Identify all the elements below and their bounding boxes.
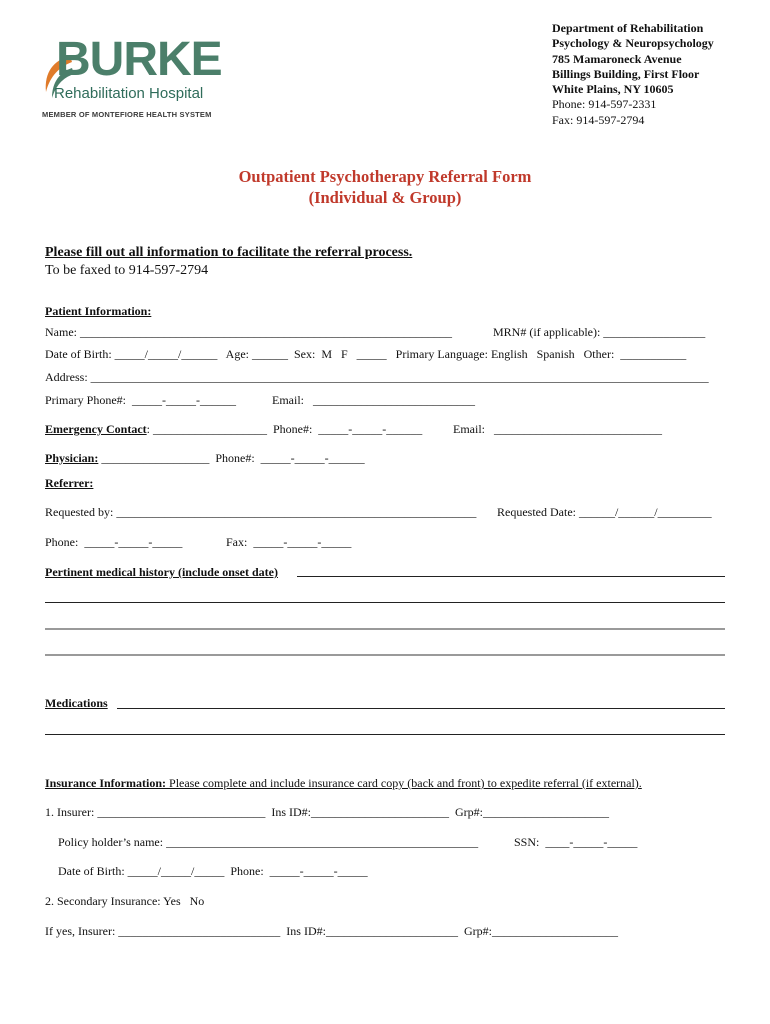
address-line: Billings Building, First Floor [552,66,700,81]
patient-info-heading: Patient Information: [45,304,152,318]
ssn-field[interactable]: SSN: ____-_____-_____ [514,835,638,849]
address-block [552,21,714,128]
holder-dob-line[interactable]: Date of Birth: _____/_____/_____ Phone: _____-_____-_____ [58,864,368,878]
patient-name-field[interactable]: Name: ______________________________________________________________ [45,325,452,339]
burke-logo [40,33,230,126]
insurance-heading-label: Insurance Information: [45,776,167,790]
form-title [0,166,770,208]
address-line: 785 Mamaroneck Avenue [552,51,682,66]
email-field[interactable]: Email: ___________________________ [272,393,475,407]
secondary-insurance-line[interactable]: 2. Secondary Insurance: Yes No [45,894,205,908]
address-line: White Plains, NY 10605 [552,82,674,97]
referrer-fax-field[interactable]: Fax: _____-_____-_____ [226,535,352,549]
dob-line[interactable]: Date of Birth: _____/_____/______ Age: ______ Sex: M F _____ Primary Language: English Spanish Other: ___________ [45,347,687,361]
insurance-heading [45,776,642,790]
primary-phone-field[interactable]: Primary Phone#: _____-_____-______ [45,393,236,407]
address-line: Psychology & Neuropsychology [552,36,714,51]
emergency-contact-field[interactable] [45,422,422,436]
address-fax: Fax: 914-597-2794 [552,112,645,127]
medications-line[interactable] [45,734,725,735]
requested-by-field[interactable]: Requested by: ____________________________________________________________ [45,505,477,519]
emergency-email-field[interactable]: Email: ____________________________ [453,422,662,436]
primary-insurer-line[interactable]: 1. Insurer: ____________________________ Ins ID#:_______________________ Grp#:_____________________ [45,805,609,819]
medications-line[interactable] [117,708,725,709]
insurance-note: Please complete and include insurance card copy (back and front) to expedite referral (if external). [166,776,642,790]
fax-note: To be faxed to 914-597-2794 [45,263,209,278]
logo-wordmark: BURKE [56,33,222,86]
medical-history-line[interactable] [45,654,725,656]
referrer-phone-field[interactable]: Phone: _____-_____-_____ [45,535,183,549]
secondary-insurer-line[interactable]: If yes, Insurer: ___________________________ Ins ID#:______________________ Grp#:_____________________ [45,924,618,938]
medical-history-line[interactable] [45,602,725,603]
physician-rest: __________________ Phone#: _____-_____-______ [98,451,365,465]
medications-label: Medications [45,696,108,710]
emergency-contact-label: Emergency Contact [45,422,147,436]
physician-label: Physician: [45,451,99,465]
policy-holder-field[interactable]: Policy holder’s name: ____________________________________________________ [58,835,479,849]
emergency-contact-rest: : ___________________ Phone#: _____-_____-______ [146,422,423,436]
address-line: Department of Rehabilitation [552,21,704,35]
requested-date-field[interactable]: Requested Date: ______/______/_________ [497,505,712,519]
logo-member-line: MEMBER OF MONTEFIORE HEALTH SYSTEM [42,110,212,119]
physician-field[interactable] [45,451,365,465]
medical-history-label: Pertinent medical history (include onset date) [45,565,278,579]
address-phone: Phone: 914-597-2331 [552,97,657,112]
intro-heading: Please fill out all information to facilitate the referral process. [45,245,413,260]
medical-history-line[interactable] [297,576,725,577]
referrer-heading: Referrer: [45,476,94,490]
address-field[interactable]: Address: _______________________________________________________________________________________________________ [45,370,709,384]
form-title-line2: (Individual & Group) [308,188,462,207]
mrn-field[interactable]: MRN# (if applicable): _________________ [493,325,706,339]
medical-history-line[interactable] [45,628,725,630]
logo-subtitle: Rehabilitation Hospital [54,85,204,102]
form-title-line1: Outpatient Psychotherapy Referral Form [238,167,532,186]
